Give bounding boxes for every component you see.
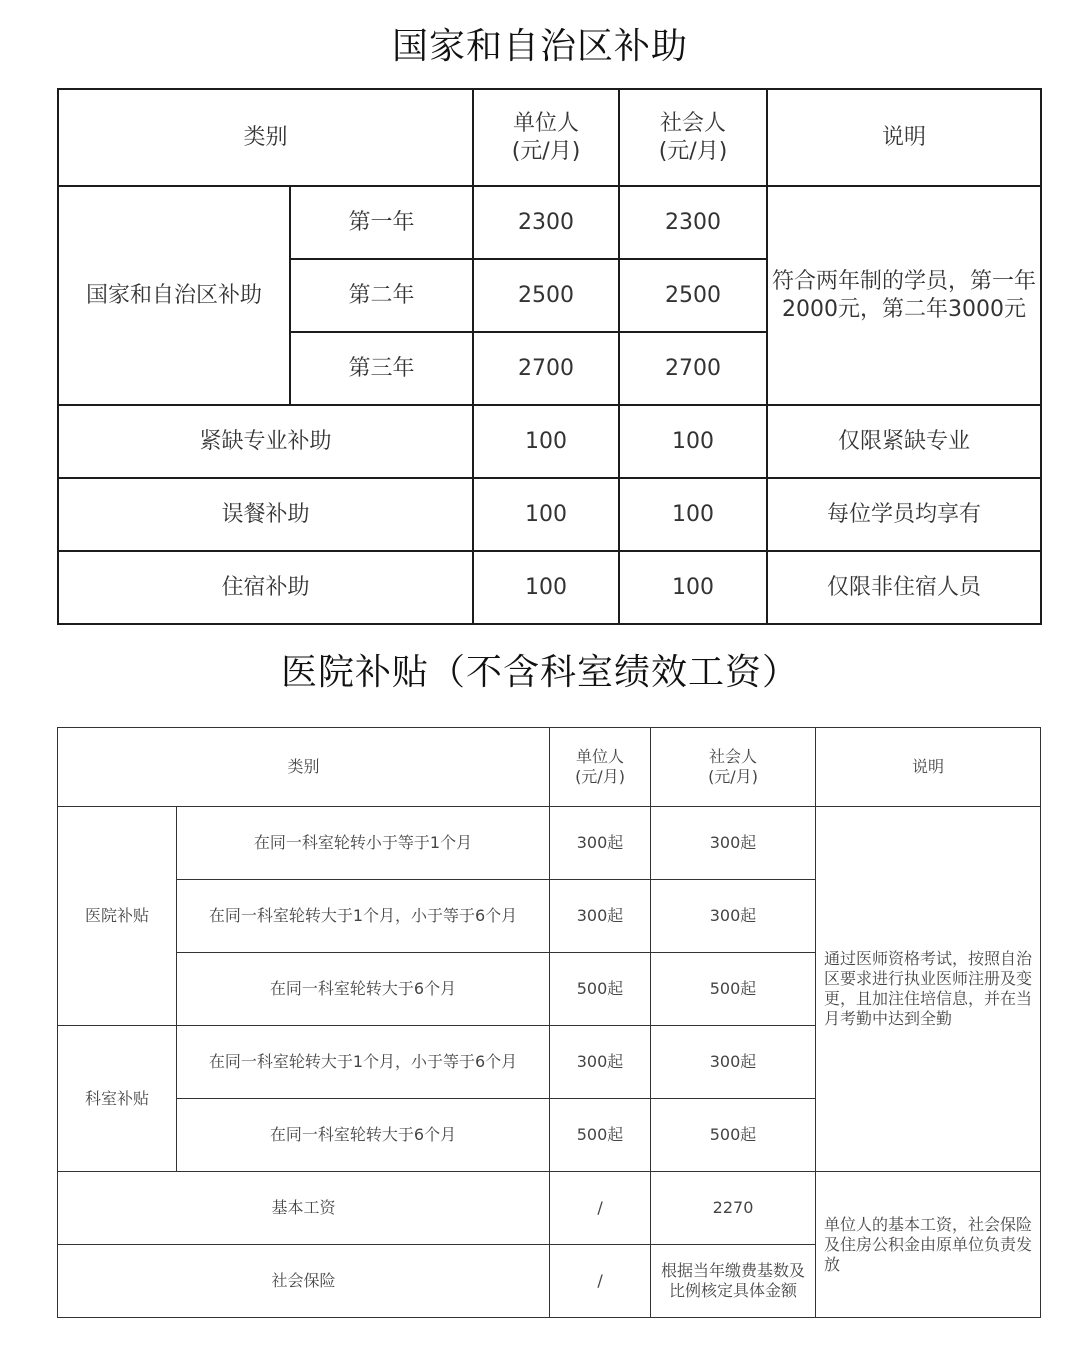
unit-value: 100	[473, 478, 619, 551]
social-value: 100	[619, 478, 767, 551]
header-social: 社会人 (元/月)	[651, 728, 816, 807]
dept-label: 科室补贴	[58, 1026, 177, 1172]
unit-value: 100	[473, 405, 619, 478]
row-label: 住宿补助	[58, 551, 473, 624]
social-value: 根据当年缴费基数及比例核定具体金额	[651, 1245, 816, 1318]
social-value: 2300	[619, 186, 767, 259]
social-value: 500起	[651, 953, 816, 1026]
header-unit: 单位人 (元/月)	[473, 89, 619, 186]
social-value: 300起	[651, 807, 816, 880]
group-label: 国家和自治区补助	[58, 186, 290, 405]
header-social: 社会人 (元/月)	[619, 89, 767, 186]
unit-value: 2700	[473, 332, 619, 405]
social-value: 300起	[651, 880, 816, 953]
condition-label: 在同一科室轮转大于1个月，小于等于6个月	[177, 1026, 550, 1099]
hospital-subsidy-table	[57, 727, 1041, 1318]
row-note: 仅限非住宿人员	[767, 551, 1041, 624]
condition-label: 在同一科室轮转大于1个月，小于等于6个月	[177, 880, 550, 953]
table-row	[58, 186, 1041, 259]
year-label: 第一年	[290, 186, 473, 259]
header-category: 类别	[58, 728, 550, 807]
row-label: 紧缺专业补助	[58, 405, 473, 478]
social-value: 500起	[651, 1099, 816, 1172]
year-label: 第三年	[290, 332, 473, 405]
table-header-row	[58, 728, 1041, 807]
insurance-label: 社会保险	[58, 1245, 550, 1318]
condition-label: 在同一科室轮转大于6个月	[177, 1099, 550, 1172]
social-value: 300起	[651, 1026, 816, 1099]
table-row	[58, 1172, 1041, 1245]
year-label: 第二年	[290, 259, 473, 332]
table-row	[58, 551, 1041, 624]
row-label: 误餐补助	[58, 478, 473, 551]
header-note: 说明	[816, 728, 1041, 807]
unit-value: 500起	[550, 1099, 651, 1172]
table-row	[58, 807, 1041, 880]
salary-label: 基本工资	[58, 1172, 550, 1245]
header-note: 说明	[767, 89, 1041, 186]
social-value: 2270	[651, 1172, 816, 1245]
social-value: 2500	[619, 259, 767, 332]
social-value: 100	[619, 551, 767, 624]
unit-value: 500起	[550, 953, 651, 1026]
condition-label: 在同一科室轮转大于6个月	[177, 953, 550, 1026]
header-category: 类别	[58, 89, 473, 186]
table-header-row	[58, 89, 1041, 186]
row-note: 每位学员均享有	[767, 478, 1041, 551]
subsidy-note: 通过医师资格考试，按照自治区要求进行执业医师注册及变更，且加注住培信息，并在当月考勤中达到全勤	[816, 807, 1041, 1172]
hospital-label: 医院补贴	[58, 807, 177, 1026]
unit-value: /	[550, 1245, 651, 1318]
table2-title: 医院补贴（不含科室绩效工资）	[280, 652, 799, 693]
table-row	[58, 478, 1041, 551]
unit-value: 100	[473, 551, 619, 624]
unit-value: 2300	[473, 186, 619, 259]
unit-value: 300起	[550, 880, 651, 953]
unit-value: 300起	[550, 1026, 651, 1099]
condition-label: 在同一科室轮转小于等于1个月	[177, 807, 550, 880]
national-subsidy-table	[57, 88, 1042, 625]
row-note: 仅限紧缺专业	[767, 405, 1041, 478]
social-value: 2700	[619, 332, 767, 405]
social-value: 100	[619, 405, 767, 478]
header-unit: 单位人 (元/月)	[550, 728, 651, 807]
unit-value: 300起	[550, 807, 651, 880]
table1-title: 国家和自治区补助	[391, 26, 688, 67]
table-row	[58, 405, 1041, 478]
salary-note: 单位人的基本工资，社会保险及住房公积金由原单位负责发放	[816, 1172, 1041, 1318]
unit-value: 2500	[473, 259, 619, 332]
unit-value: /	[550, 1172, 651, 1245]
group-note: 符合两年制的学员，第一年2000元，第二年3000元	[767, 186, 1041, 405]
